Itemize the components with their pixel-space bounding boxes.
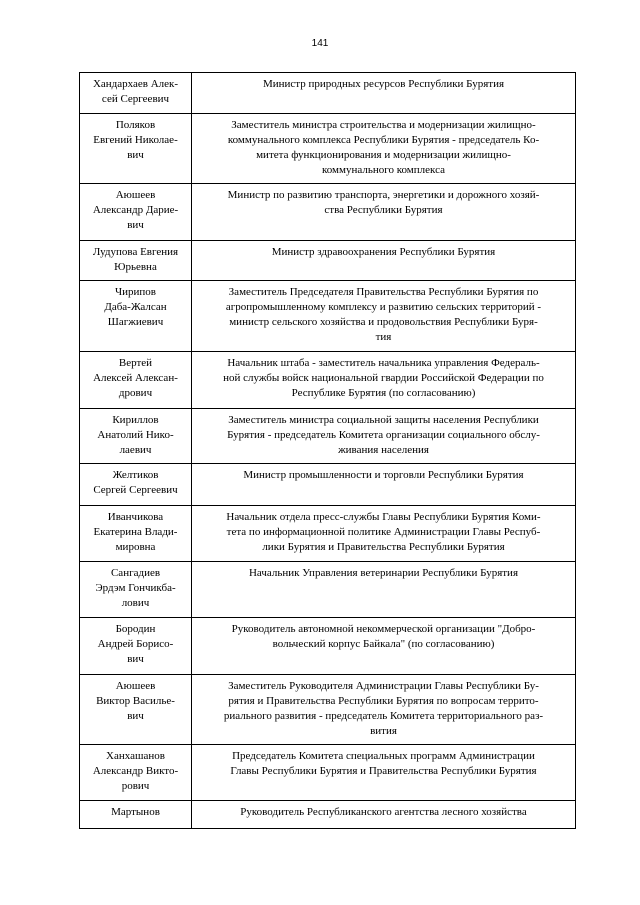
member-name: Ханхашанов Александр Викто- рович: [80, 745, 192, 801]
table-row: [80, 241, 576, 281]
member-position: Заместитель Председателя Правительства Республики Бурятия по агропромышленному комплексу и развитию сельских территорий - министр сельского хозяйства и продовольствия Республики Буря- тия: [192, 281, 576, 352]
table-row: [80, 675, 576, 745]
table-row: [80, 114, 576, 184]
member-name: Поляков Евгений Николае- вич: [80, 114, 192, 184]
member-position: Заместитель министра социальной защиты населения Республики Бурятия - председатель Комитета организации социального обслу- живания населения: [192, 409, 576, 464]
member-name: Хандархаев Алек- сей Сергеевич: [80, 73, 192, 114]
member-name: Бородин Андрей Борисо- вич: [80, 618, 192, 675]
member-position: Начальник штаба - заместитель начальника управления Федераль- ной службы войск национальной гвардии Российской Федерации по Республике Бурятия (по согласованию): [192, 352, 576, 409]
member-position: Министр природных ресурсов Республики Бурятия: [192, 73, 576, 114]
page-number: 141: [311, 38, 329, 49]
member-position: Руководитель Республиканского агентства лесного хозяйства: [192, 801, 576, 829]
member-position: Начальник Управления ветеринарии Республики Бурятия: [192, 562, 576, 618]
member-position: Министр промышленности и торговли Республики Бурятия: [192, 464, 576, 506]
member-name: Иванчикова Екатерина Влади- мировна: [80, 506, 192, 562]
table-row: [80, 281, 576, 352]
member-position: Заместитель Руководителя Администрации Главы Республики Бу- рятия и Правительства Республики Бурятия по вопросам террито- риального развития - председатель Комитета территориального раз- вития: [192, 675, 576, 745]
table-row: [80, 801, 576, 829]
member-name: Вертей Алексей Алексан- дрович: [80, 352, 192, 409]
member-position: Председатель Комитета специальных программ Администрации Главы Республики Бурятия и Правительства Республики Бурятия: [192, 745, 576, 801]
member-name: Аюшеев Александр Дарие- вич: [80, 184, 192, 241]
member-name: Лудупова Евгения Юрьевна: [80, 241, 192, 281]
members-table-body: [80, 73, 576, 829]
table-row: [80, 409, 576, 464]
table-row: [80, 745, 576, 801]
member-name: Сангадиев Эрдэм Гончикба- лович: [80, 562, 192, 618]
table-row: [80, 562, 576, 618]
member-position: Заместитель министра строительства и модернизации жилищно- коммунального комплекса Республики Бурятия - председатель Ко- митета функционирования и модернизации жилищно- коммунального комплекса: [192, 114, 576, 184]
member-position: Министр здравоохранения Республики Бурятия: [192, 241, 576, 281]
table-row: [80, 464, 576, 506]
member-name: Аюшеев Виктор Василье- вич: [80, 675, 192, 745]
table-row: [80, 352, 576, 409]
table-row: [80, 618, 576, 675]
table-row: [80, 506, 576, 562]
member-name: Желтиков Сергей Сергеевич: [80, 464, 192, 506]
member-name: Чирипов Даба-Жалсан Шагжиевич: [80, 281, 192, 352]
members-table: [79, 72, 576, 829]
member-position: Руководитель автономной некоммерческой организации "Добро- вольческий корпус Байкала" (по согласованию): [192, 618, 576, 675]
member-position: Начальник отдела пресс-службы Главы Республики Бурятия Коми- тета по информационной политике Администрации Главы Респуб- лики Бурятия и Правительства Республики Бурятия: [192, 506, 576, 562]
member-name: Кириллов Анатолий Нико- лаевич: [80, 409, 192, 464]
table-row: [80, 73, 576, 114]
table-row: [80, 184, 576, 241]
member-position: Министр по развитию транспорта, энергетики и дорожного хозяй- ства Республики Бурятия: [192, 184, 576, 241]
member-name: Мартынов: [80, 801, 192, 829]
